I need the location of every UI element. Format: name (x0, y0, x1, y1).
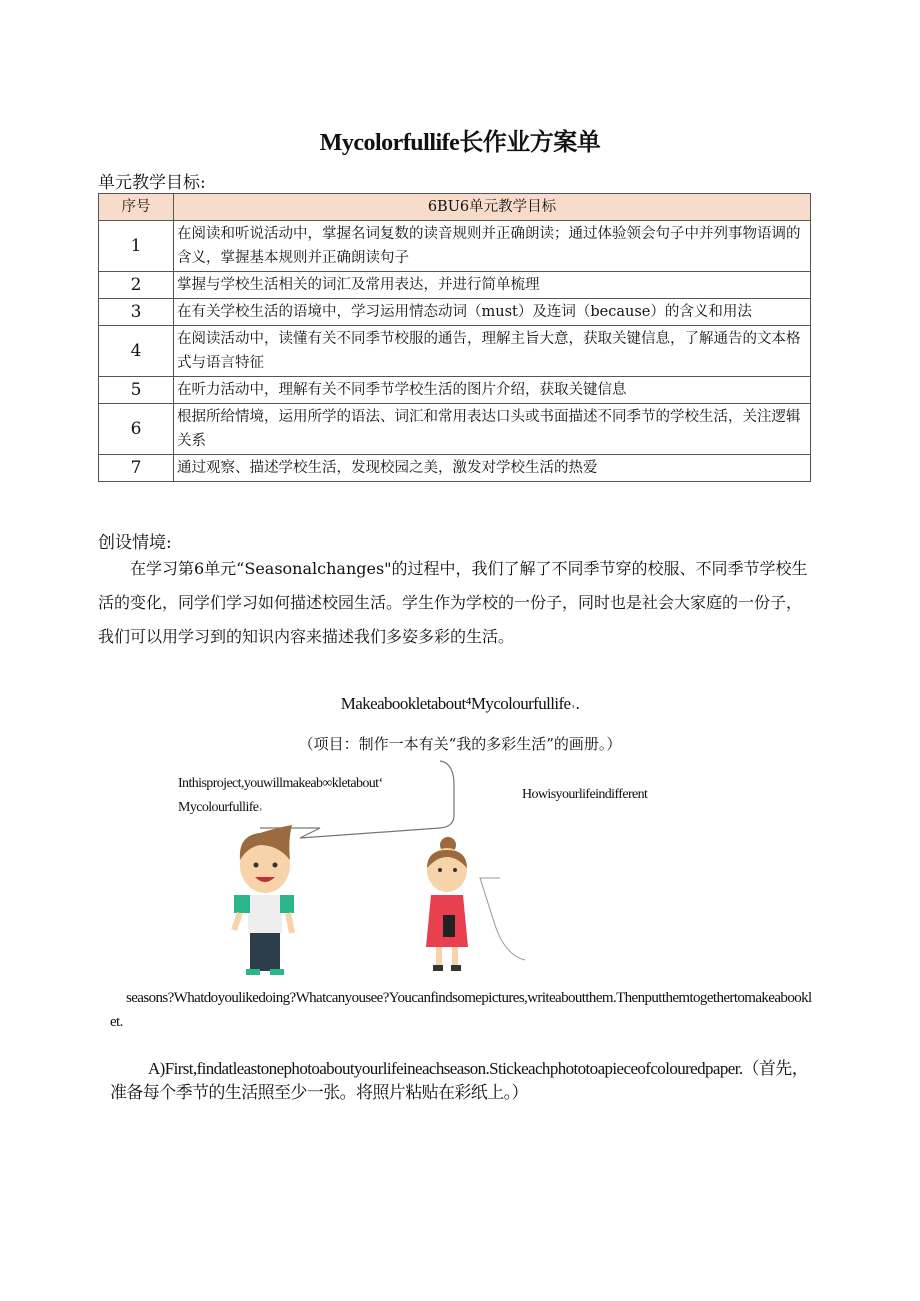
table-row (99, 404, 811, 455)
project-subtitle: （项目：制作一本有关“我的多彩生活”的画册。） (298, 735, 622, 753)
row-text: 通过观察、描述学校生活，发现校园之美，激发对学校生活的热爱 (174, 455, 811, 482)
row-no: 5 (99, 377, 174, 404)
boy-speech-line1: Inthisproject,youwillmakeab∞kletabout‘ (178, 776, 383, 791)
row-text: 掌握与学校生活相关的词汇及常用表达，并进行简单梳理 (174, 272, 811, 299)
girl-speech: Howisyourlifeindifferent (522, 787, 648, 802)
row-no: 6 (99, 404, 174, 455)
header-no: 序号 (99, 194, 174, 221)
row-text: 在听力活动中，理解有关不同季节学校生活的图片介绍，获取关键信息 (174, 377, 811, 404)
row-no: 1 (99, 221, 174, 272)
speech-bubble-girl (480, 878, 525, 960)
table-row (99, 221, 811, 272)
table-header (99, 194, 811, 221)
girl-figure (426, 837, 468, 971)
goals-heading: 单元教学目标: (98, 173, 206, 193)
table-row (99, 455, 811, 482)
row-no: 3 (99, 299, 174, 326)
table-row (99, 377, 811, 404)
goals-table (98, 193, 811, 482)
table-row (99, 326, 811, 377)
boy-figure (234, 825, 294, 975)
row-no: 4 (99, 326, 174, 377)
row-text: 在阅读和听说活动中，掌握名词复数的读音规则并正确朗读；通过体验领会句子中并列事物语调的含义，掌握基本规则并正确朗读句子 (174, 221, 811, 272)
table-row (99, 299, 811, 326)
row-text: 在有关学校生活的语境中，学习运用情态动词（must）及连词（because）的含义和用法 (174, 299, 811, 326)
project-title: Makeabookletabout⁴Mycolourfullife˒. (340, 694, 580, 713)
scenario-text: 在学习第6单元“Seasonalchanges"的过程中，我们了解了不同季节穿的校服、不同季节学校生活的变化，同学们学习如何描述校园生活。学生作为学校的一份子，同时也是社会大家庭的一份子，我们可以用学习到的知识内容来描述我们多姿多彩的生活。 (98, 559, 808, 646)
boy-speech-line2: Mycolourfullife˒ (178, 800, 263, 815)
header-goal: 6BU6单元教学目标 (174, 194, 811, 221)
row-text: 根据所给情境，运用所学的语法、词汇和常用表达口头或书面描述不同季节的学校生活，关注逻辑关系 (174, 404, 811, 455)
row-no: 7 (99, 455, 174, 482)
row-text: 在阅读活动中，读懂有关不同季节校服的通告，理解主旨大意，获取关键信息，了解通告的文本格式与语言特征 (174, 326, 811, 377)
table-row (99, 272, 811, 299)
step-a: A)First,findatleastonephotoaboutyourlifeineachseason.Stickeachphototoapieceofcolouredpaper.（首先，准备每个季节的生活照至少一张。将照片粘贴在彩纸上。） (110, 1059, 809, 1102)
project-continuation: seasons?Whatdoyoulikedoing?Whatcanyousee?Youcanfindsomepictures,writeaboutthem.Thenputthemtogethertomakeabooklet. (110, 990, 812, 1030)
row-no: 2 (99, 272, 174, 299)
page-title: Mycolorfullife长作业方案单 (319, 130, 601, 156)
scenario-heading: 创设情境: (98, 533, 172, 553)
